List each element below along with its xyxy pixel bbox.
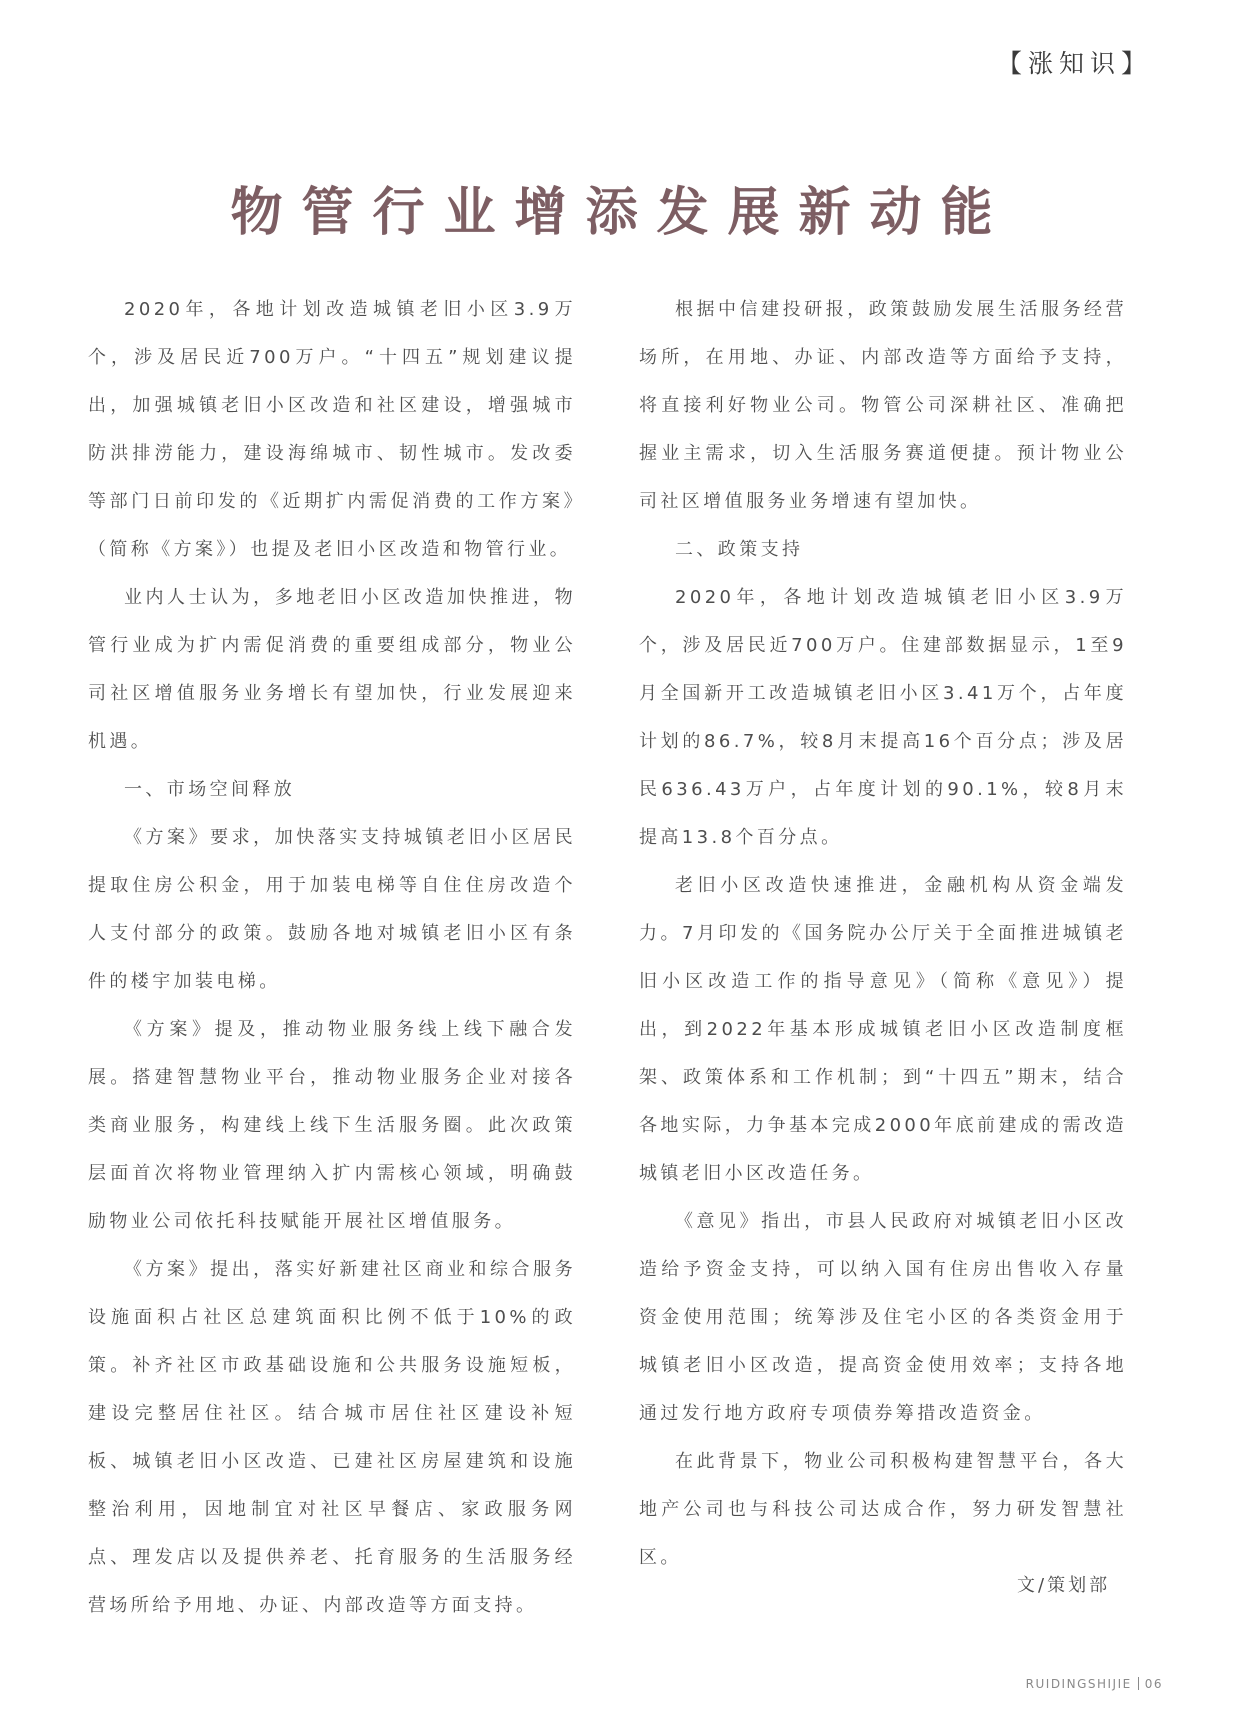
paragraph: 《方案》提及，推动物业服务线上线下融合发展。搭建智慧物业平台，推动物业服务企业对接各类商业服务，构建线上线下生活服务圈。此次政策层面首次将物业管理纳入扩内需核心领域，明确鼓励物业公司依托科技赋能开展社区增值服务。 xyxy=(88,1019,576,1232)
page-number: 06 xyxy=(1144,1677,1163,1691)
section-heading: 一、市场空间释放 xyxy=(124,779,296,800)
paragraph: 《方案》要求，加快落实支持城镇老旧小区居民提取住房公积金，用于加装电梯等自住住房改造个人支付部分的政策。鼓励各地对城镇老旧小区有条件的楼宇加装电梯。 xyxy=(88,827,576,992)
magazine-name: RUIDINGSHIJIE xyxy=(1025,1677,1132,1691)
paragraph: 老旧小区改造快速推进，金融机构从资金端发力。7月印发的《国务院办公厅关于全面推进城镇老旧小区改造工作的指导意见》（简称《意见》）提出，到2022年基本形成城镇老旧小区改造制度框架、政策体系和工作机制；到“十四五”期末，结合各地实际，力争基本完成2000年底前建成的需改造城镇老旧小区改造任务。 xyxy=(639,875,1127,1184)
section-tag: 【涨知识】 xyxy=(996,49,1152,78)
paragraph: 在此背景下，物业公司积极构建智慧平台，各大地产公司也与科技公司达成合作，努力研发智慧社区。 xyxy=(639,1451,1127,1568)
article-title: 物管行业增添发展新动能 xyxy=(230,182,1012,243)
section-heading: 二、政策支持 xyxy=(675,539,804,560)
paragraph: 根据中信建投研报，政策鼓励发展生活服务经营场所，在用地、办证、内部改造等方面给予支持，将直接利好物业公司。物管公司深耕社区、准确把握业主需求，切入生活服务赛道便捷。预计物业公司社区增值服务业务增速有望加快。 xyxy=(639,299,1127,512)
paragraph: 《方案》提出，落实好新建社区商业和综合服务设施面积占社区总建筑面积比例不低于10%的政策。补齐社区市政基础设施和公共服务设施短板，建设完整居住社区。结合城市居住社区建设补短板、城镇老旧小区改造、已建社区房屋建筑和设施整治利用，因地制宜对社区早餐店、家政服务网点、理发店以及提供养老、托育服务的生活服务经营场所给予用地、办证、内部改造等方面支持。 xyxy=(88,1259,576,1616)
paragraph: 《意见》指出，市县人民政府对城镇老旧小区改造给予资金支持，可以纳入国有住房出售收入存量资金使用范围；统筹涉及住宅小区的各类资金用于城镇老旧小区改造，提高资金使用效率；支持各地通过发行地方政府专项债券筹措改造资金。 xyxy=(639,1211,1127,1424)
paragraph: 2020年，各地计划改造城镇老旧小区3.9万个，涉及居民近700万户。“十四五”规划建议提出，加强城镇老旧小区改造和社区建设，增强城市防洪排涝能力，建设海绵城市、韧性城市。发改委等部门日前印发的《近期扩内需促消费的工作方案》（简称《方案》）也提及老旧小区改造和物管行业。 xyxy=(88,299,576,560)
paragraph: 业内人士认为，多地老旧小区改造加快推进，物管行业成为扩内需促消费的重要组成部分，物业公司社区增值服务业务增长有望加快，行业发展迎来机遇。 xyxy=(88,587,576,752)
footer-divider xyxy=(1138,1677,1139,1690)
right-column xyxy=(639,286,1127,1582)
author-credit: 文/策划部 xyxy=(1017,1575,1111,1596)
paragraph: 2020年，各地计划改造城镇老旧小区3.9万个，涉及居民近700万户。住建部数据显示，1至9月全国新开工改造城镇老旧小区3.41万个，占年度计划的86.7%，较8月末提高16个百分点；涉及居民636.43万户，占年度计划的90.1%，较8月末提高13.8个百分点。 xyxy=(639,587,1127,848)
page-footer xyxy=(1026,1677,1163,1691)
left-column xyxy=(88,286,576,1630)
